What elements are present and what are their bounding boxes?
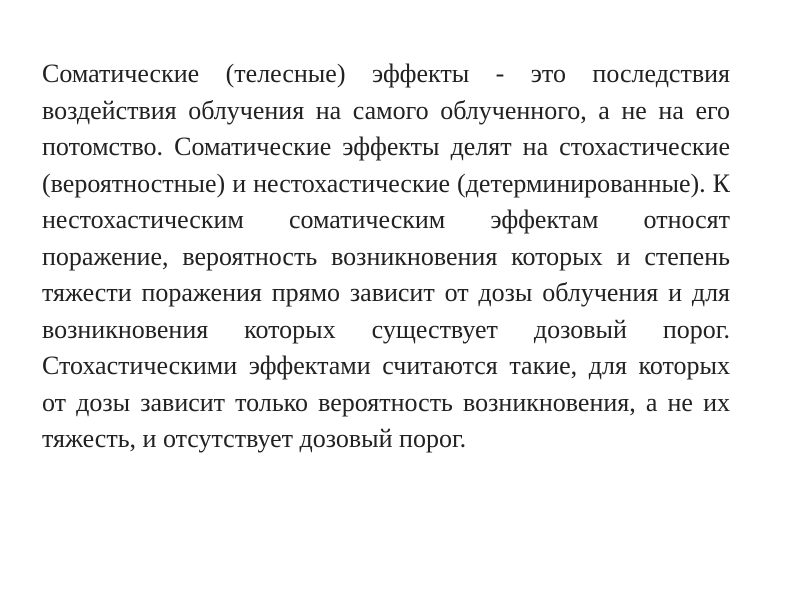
body-paragraph: Соматические (телесные) эффекты - это последствия воздействия облучения на самого облученного, а не на его потомство. Соматические эффекты делят на стохастические (вероятностные) и нестохастические (детерминированные). К нестохастическим соматическим эффектам относят поражение, вероятность возникновения которых и степень тяжести поражения прямо зависит от дозы облучения и для возникновения которых существует дозовый порог. Стохастическими эффектами считаются такие, для которых от дозы зависит только вероятность возникновения, а не их тяжесть, и отсутствует дозовый порог.: [42, 59, 730, 453]
